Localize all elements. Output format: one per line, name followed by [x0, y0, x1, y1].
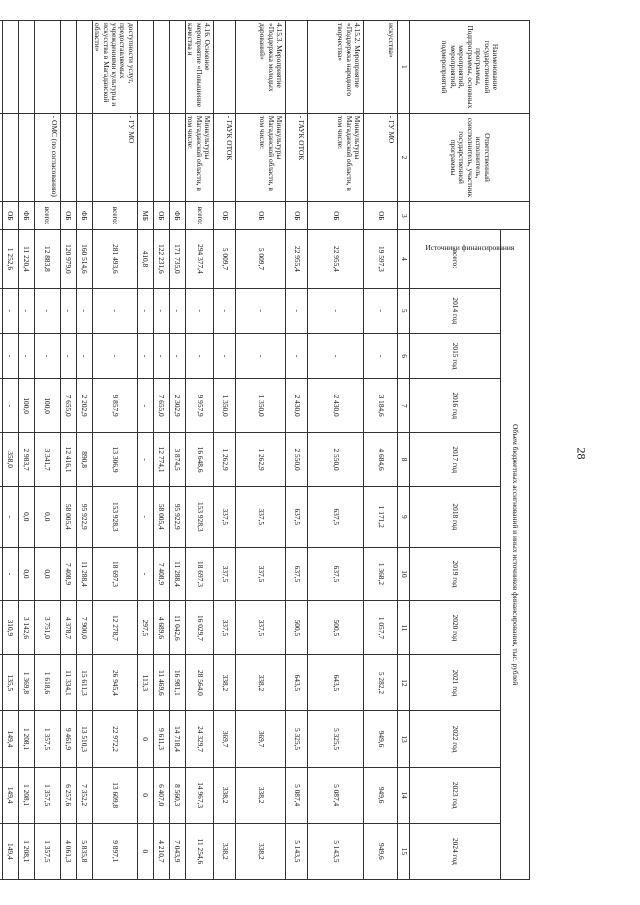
row-year-value: -: [364, 333, 398, 378]
row-year-value: 26 945,4: [92, 655, 137, 711]
row-year-value: 9 857,9: [92, 379, 137, 433]
row-year-value: 113,3: [137, 655, 153, 711]
row-year-value: 4 061,3: [60, 823, 76, 879]
row-year-value: 4 689,6: [153, 601, 169, 655]
row-responsible: [76, 113, 92, 201]
row-year-value: -: [18, 288, 34, 333]
row-year-value: 7 408,9: [153, 547, 169, 601]
column-number: 13: [398, 711, 410, 767]
row-year-value: -: [214, 333, 236, 378]
row-source: ОБ: [153, 202, 169, 230]
row-year-value: 6 257,6: [60, 767, 76, 823]
column-number: 1: [398, 21, 410, 114]
row-year-value: 3 874,5: [169, 433, 185, 487]
header-year: 2020 год: [410, 601, 501, 655]
row-year-value: 13 510,3: [76, 711, 92, 767]
row-year-value: 9 611,3: [153, 711, 169, 767]
page-number: 28: [574, 447, 589, 460]
row-year-value: 949,6: [364, 711, 398, 767]
row-responsible: [137, 113, 153, 201]
header-year: 2023 год: [410, 767, 501, 823]
row-year-value: -: [137, 379, 153, 433]
row-year-value: 4 684,6: [364, 433, 398, 487]
row-name: [137, 21, 153, 114]
row-year-value: 1 350,0: [214, 379, 236, 433]
row-responsible: Минкультуры Магаданской области, в том числе:: [185, 113, 213, 201]
row-year-value: 949,6: [364, 767, 398, 823]
column-number: 7: [398, 379, 410, 433]
row-year-value: -: [137, 433, 153, 487]
row-year-value: -: [137, 333, 153, 378]
row-year-value: 11 042,6: [169, 601, 185, 655]
row-year-value: [0, 601, 2, 655]
row-year-value: 1 057,7: [364, 601, 398, 655]
table-row: [364, 21, 398, 880]
row-year-value: 358,0: [2, 433, 18, 487]
row-year-value: 337,5: [214, 547, 236, 601]
row-name: 4.15.2. Мероприятие «Поддержка народного творчества»: [308, 21, 364, 114]
row-year-value: 1 368,2: [364, 547, 398, 601]
row-total: 22 955,4: [308, 230, 364, 288]
table-row: [286, 21, 308, 880]
row-source: ОБ: [308, 202, 364, 230]
row-year-value: 7 043,9: [169, 823, 185, 879]
row-year-value: 11 288,4: [76, 547, 92, 601]
row-responsible: [2, 113, 18, 201]
row-year-value: 0,0: [18, 547, 34, 601]
table-row: [185, 21, 213, 880]
row-year-value: 7 900,0: [76, 601, 92, 655]
row-year-value: 95 922,9: [169, 487, 185, 547]
row-year-value: 16 648,6: [185, 433, 213, 487]
row-year-value: -: [60, 288, 76, 333]
row-year-value: 637,5: [308, 487, 364, 547]
row-year-value: 3 184,6: [364, 379, 398, 433]
row-year-value: 310,9: [2, 601, 18, 655]
header-year: 2021 год: [410, 655, 501, 711]
row-year-value: 0: [137, 767, 153, 823]
row-name: [153, 21, 169, 114]
header-year: 2019 год: [410, 547, 501, 601]
row-source: ОБ: [236, 202, 286, 230]
row-year-value: 643,5: [308, 655, 364, 711]
row-source: ФБ: [76, 202, 92, 230]
row-year-value: 0: [137, 823, 153, 879]
row-year-value: -: [286, 288, 308, 333]
row-year-value: 18 697,3: [185, 547, 213, 601]
row-year-value: 24 329,7: [185, 711, 213, 767]
row-year-value: 1 171,2: [364, 487, 398, 547]
row-year-value: 643,5: [286, 655, 308, 711]
row-year-value: -: [137, 547, 153, 601]
row-year-value: 13 609,8: [92, 767, 137, 823]
row-year-value: 18 697,3: [92, 547, 137, 601]
column-number: 12: [398, 655, 410, 711]
row-responsible: - ОМС (по согласованию): [34, 113, 60, 201]
row-responsible: - ГАУК ОТОК: [214, 113, 236, 201]
row-year-value: 1 357,5: [34, 711, 60, 767]
row-year-value: 13 306,9: [92, 433, 137, 487]
row-year-value: 0,0: [34, 487, 60, 547]
row-year-value: -: [92, 288, 137, 333]
row-year-value: 0: [137, 711, 153, 767]
row-year-value: -: [185, 333, 213, 378]
row-year-value: 0,0: [34, 547, 60, 601]
row-total: 160 514,6: [76, 230, 92, 288]
row-year-value: 2 302,9: [169, 379, 185, 433]
row-name: [286, 21, 308, 114]
row-year-value: 3 142,6: [18, 601, 34, 655]
row-source: ОБ: [286, 202, 308, 230]
row-year-value: 6 407,0: [153, 767, 169, 823]
row-total: 171 735,0: [169, 230, 185, 288]
row-year-value: 338,2: [236, 655, 286, 711]
row-year-value: 337,5: [236, 487, 286, 547]
header-year: 2014 год: [410, 288, 501, 333]
row-year-value: 890,8: [76, 433, 92, 487]
row-year-value: 2 550,0: [286, 433, 308, 487]
row-year-value: 338,2: [236, 823, 286, 879]
row-year-value: 7 655,0: [60, 379, 76, 433]
funding-table: [0, 20, 530, 880]
header-year: 2017 год: [410, 433, 501, 487]
row-year-value: 14 967,3: [185, 767, 213, 823]
row-name: [34, 21, 60, 114]
row-name: [60, 21, 76, 114]
row-name: [214, 21, 236, 114]
row-responsible: Минкультуры Магаданской области, в том числе:: [308, 113, 364, 201]
table-row: [137, 21, 153, 880]
row-year-value: 149,4: [2, 767, 18, 823]
row-year-value: 338,2: [214, 823, 236, 879]
row-total: 120 979,0: [60, 230, 76, 288]
row-total: 19 597,3: [364, 230, 398, 288]
column-number: 9: [398, 487, 410, 547]
table-row: [34, 21, 60, 880]
header-year: 2024 год: [410, 823, 501, 879]
row-year-value: 9 897,1: [92, 823, 137, 879]
column-number: 3: [398, 202, 410, 230]
row-year-value: 1 618,6: [34, 655, 60, 711]
column-number: 10: [398, 547, 410, 601]
header-responsible: Ответственный исполнитель, соисполнитель, участник государственной программы: [410, 113, 530, 201]
row-year-value: -: [169, 333, 185, 378]
row-source: всего:: [185, 202, 213, 230]
row-name: [18, 21, 34, 114]
row-total: 1 252,6: [2, 230, 18, 288]
row-year-value: -: [34, 288, 60, 333]
row-year-value: 15 611,3: [76, 655, 92, 711]
table-row: [169, 21, 185, 880]
row-year-value: -: [153, 333, 169, 378]
row-year-value: 1 350,0: [236, 379, 286, 433]
row-year-value: 297,5: [137, 601, 153, 655]
header-year: 2015 год: [410, 333, 501, 378]
row-year-value: 58 005,4: [60, 487, 76, 547]
row-year-value: -: [153, 288, 169, 333]
row-year-value: 5 087,4: [308, 767, 364, 823]
row-year-value: -: [92, 333, 137, 378]
row-year-value: -: [308, 288, 364, 333]
row-year-value: -: [236, 333, 286, 378]
row-responsible: Минкультуры Магаданской области, в том числе:: [236, 113, 286, 201]
row-responsible: - ГАУК ОТОК: [286, 113, 308, 201]
row-year-value: -: [236, 288, 286, 333]
header-year: 2022 год: [410, 711, 501, 767]
row-year-value: 369,7: [214, 711, 236, 767]
row-year-value: 2 430,0: [286, 379, 308, 433]
row-year-value: 1 208,1: [18, 711, 34, 767]
table-row: [60, 21, 76, 880]
row-responsible: [18, 113, 34, 201]
row-year-value: 12 278,7: [92, 601, 137, 655]
row-year-value: -: [60, 333, 76, 378]
row-year-value: -: [18, 333, 34, 378]
row-name: [169, 21, 185, 114]
column-number: 6: [398, 333, 410, 378]
row-year-value: 149,4: [2, 711, 18, 767]
row-year-value: -: [137, 288, 153, 333]
row-year-value: 500,5: [308, 601, 364, 655]
table-row: [18, 21, 34, 880]
row-year-value: 338,2: [236, 767, 286, 823]
row-year-value: 637,5: [308, 547, 364, 601]
row-year-value: 2 550,0: [308, 433, 364, 487]
row-total: 410,8: [137, 230, 153, 288]
row-year-value: 1 262,9: [236, 433, 286, 487]
row-source: ФБ: [18, 202, 34, 230]
row-name: искусства»: [364, 21, 398, 114]
row-name: [76, 21, 92, 114]
row-year-value: 11 469,6: [153, 655, 169, 711]
row-year-value: 5 143,5: [308, 823, 364, 879]
row-year-value: 5 087,4: [286, 767, 308, 823]
row-name: 4.16. Основное мероприятие «Повышение качества и: [185, 21, 213, 114]
row-year-value: -: [2, 547, 18, 601]
row-year-value: 337,5: [236, 601, 286, 655]
header-year: 2016 год: [410, 379, 501, 433]
row-year-value: 3 341,7: [34, 433, 60, 487]
row-year-value: [0, 333, 2, 378]
header-funding-title: Объем бюджетных ассигнований и иных источников финансирования, тыс. рублей: [501, 230, 530, 880]
row-year-value: 337,5: [214, 487, 236, 547]
row-source: всего:: [34, 202, 60, 230]
table-row: [2, 21, 18, 880]
row-year-value: -: [185, 288, 213, 333]
row-year-value: 9 461,9: [60, 711, 76, 767]
row-year-value: [0, 487, 2, 547]
table-row: [308, 21, 364, 880]
column-number-row: [398, 21, 410, 880]
row-total: 294 377,4: [185, 230, 213, 288]
row-year-value: -: [2, 333, 18, 378]
row-year-value: 22 972,2: [92, 711, 137, 767]
funding-table-wrapper: [6, 20, 530, 880]
row-responsible: [0, 113, 2, 201]
header-source-text: Источники финансирования: [425, 243, 514, 253]
row-total: 5 009,7: [214, 230, 236, 288]
row-year-value: 1 369,8: [18, 655, 34, 711]
row-total: 281 493,6: [92, 230, 137, 288]
row-total: 22 955,4: [286, 230, 308, 288]
row-total: [0, 230, 2, 288]
row-year-value: 28 564,0: [185, 655, 213, 711]
row-year-value: 369,7: [236, 711, 286, 767]
row-total: 11 220,4: [18, 230, 34, 288]
column-number: 4: [398, 230, 410, 288]
column-number: 11: [398, 601, 410, 655]
table-row: [92, 21, 137, 880]
row-year-value: 12 774,1: [153, 433, 169, 487]
row-year-value: -: [2, 487, 18, 547]
row-year-value: -: [308, 333, 364, 378]
row-year-value: 11 334,1: [60, 655, 76, 711]
row-year-value: 14 718,4: [169, 711, 185, 767]
row-year-value: 149,4: [2, 823, 18, 879]
row-year-value: 16 981,1: [169, 655, 185, 711]
row-year-value: [0, 767, 2, 823]
row-year-value: -: [76, 288, 92, 333]
row-total: 5 009,7: [236, 230, 286, 288]
row-year-value: 337,5: [236, 547, 286, 601]
row-year-value: 7 655,0: [153, 379, 169, 433]
row-source: ОБ: [214, 202, 236, 230]
row-year-value: 949,6: [364, 823, 398, 879]
table-row: [76, 21, 92, 880]
header-total: всего:: [410, 230, 501, 288]
row-year-value: 5 835,8: [76, 823, 92, 879]
header-name: Наименование государственной программы, Подпрограммы, основных мероприятий, мероприятий, подмероприятий: [410, 21, 530, 114]
row-responsible: [153, 113, 169, 201]
row-year-value: -: [169, 288, 185, 333]
row-year-value: 12 416,1: [60, 433, 76, 487]
row-year-value: 9 957,9: [185, 379, 213, 433]
column-number: 2: [398, 113, 410, 201]
row-source: всего:: [92, 202, 137, 230]
row-source: ОБ: [60, 202, 76, 230]
row-year-value: 5 282,2: [364, 655, 398, 711]
row-year-value: 1 357,5: [34, 823, 60, 879]
row-year-value: [0, 823, 2, 879]
row-year-value: [0, 379, 2, 433]
row-year-value: [0, 711, 2, 767]
row-year-value: 153 928,3: [92, 487, 137, 547]
row-responsible: - ГУ МО: [364, 113, 398, 201]
column-number: 15: [398, 823, 410, 879]
row-year-value: 95 922,9: [76, 487, 92, 547]
row-year-value: -: [364, 288, 398, 333]
row-year-value: 2 202,9: [76, 379, 92, 433]
row-year-value: 100,0: [34, 379, 60, 433]
row-year-value: 4 210,7: [153, 823, 169, 879]
row-year-value: -: [2, 288, 18, 333]
row-year-value: [0, 547, 2, 601]
row-year-value: 16 029,7: [185, 601, 213, 655]
row-year-value: 500,5: [286, 601, 308, 655]
row-year-value: 338,2: [214, 655, 236, 711]
table-body: [0, 21, 398, 880]
row-name: доступности услуг, предоставляемых учреждениями культуры и искусства в Магаданской области»: [92, 21, 137, 114]
row-year-value: 7 352,2: [76, 767, 92, 823]
row-year-value: 2 983,7: [18, 433, 34, 487]
column-number: 5: [398, 288, 410, 333]
row-name: [2, 21, 18, 114]
row-source: [0, 202, 2, 230]
row-name: 4.15.3. Мероприятие «Поддержка молодых дарований»: [236, 21, 286, 114]
header-year: 2018 год: [410, 487, 501, 547]
row-year-value: [0, 433, 2, 487]
header-source: [410, 202, 530, 253]
row-year-value: 637,5: [286, 547, 308, 601]
row-year-value: 1 357,5: [34, 767, 60, 823]
row-year-value: 5 325,5: [308, 711, 364, 767]
row-year-value: [0, 288, 2, 333]
row-source: ФБ: [169, 202, 185, 230]
row-year-value: 135,5: [2, 655, 18, 711]
table-row: [153, 21, 169, 880]
row-responsible: [60, 113, 76, 201]
row-name: [0, 21, 2, 114]
row-year-value: -: [214, 288, 236, 333]
table-row: [236, 21, 286, 880]
row-responsible: - ГУ МО: [92, 113, 137, 201]
row-year-value: -: [2, 379, 18, 433]
column-number: 8: [398, 433, 410, 487]
column-number: 14: [398, 767, 410, 823]
row-year-value: 153 928,3: [185, 487, 213, 547]
row-year-value: 58 005,4: [153, 487, 169, 547]
row-year-value: 0,0: [18, 487, 34, 547]
row-year-value: -: [76, 333, 92, 378]
row-source: ОБ: [2, 202, 18, 230]
table-row: [214, 21, 236, 880]
row-year-value: -: [34, 333, 60, 378]
row-year-value: 1 262,9: [214, 433, 236, 487]
row-source: ОБ: [364, 202, 398, 230]
row-year-value: 1 208,1: [18, 767, 34, 823]
row-year-value: -: [137, 487, 153, 547]
row-year-value: 4 378,7: [60, 601, 76, 655]
row-year-value: 338,2: [214, 767, 236, 823]
row-year-value: 5 325,5: [286, 711, 308, 767]
row-responsible: [169, 113, 185, 201]
row-year-value: 337,5: [214, 601, 236, 655]
row-total: 122 231,6: [153, 230, 169, 288]
row-year-value: 11 254,6: [185, 823, 213, 879]
row-year-value: 2 430,0: [308, 379, 364, 433]
row-year-value: 100,0: [18, 379, 34, 433]
row-year-value: 5 143,5: [286, 823, 308, 879]
row-year-value: 1 208,1: [18, 823, 34, 879]
row-year-value: -: [286, 333, 308, 378]
row-year-value: 11 288,4: [169, 547, 185, 601]
row-year-value: 3 751,0: [34, 601, 60, 655]
row-year-value: 637,5: [286, 487, 308, 547]
table-row: [0, 21, 2, 880]
row-year-value: [0, 655, 2, 711]
row-year-value: 8 560,3: [169, 767, 185, 823]
row-year-value: 7 408,9: [60, 547, 76, 601]
row-total: 12 883,8: [34, 230, 60, 288]
row-source: МБ: [137, 202, 153, 230]
